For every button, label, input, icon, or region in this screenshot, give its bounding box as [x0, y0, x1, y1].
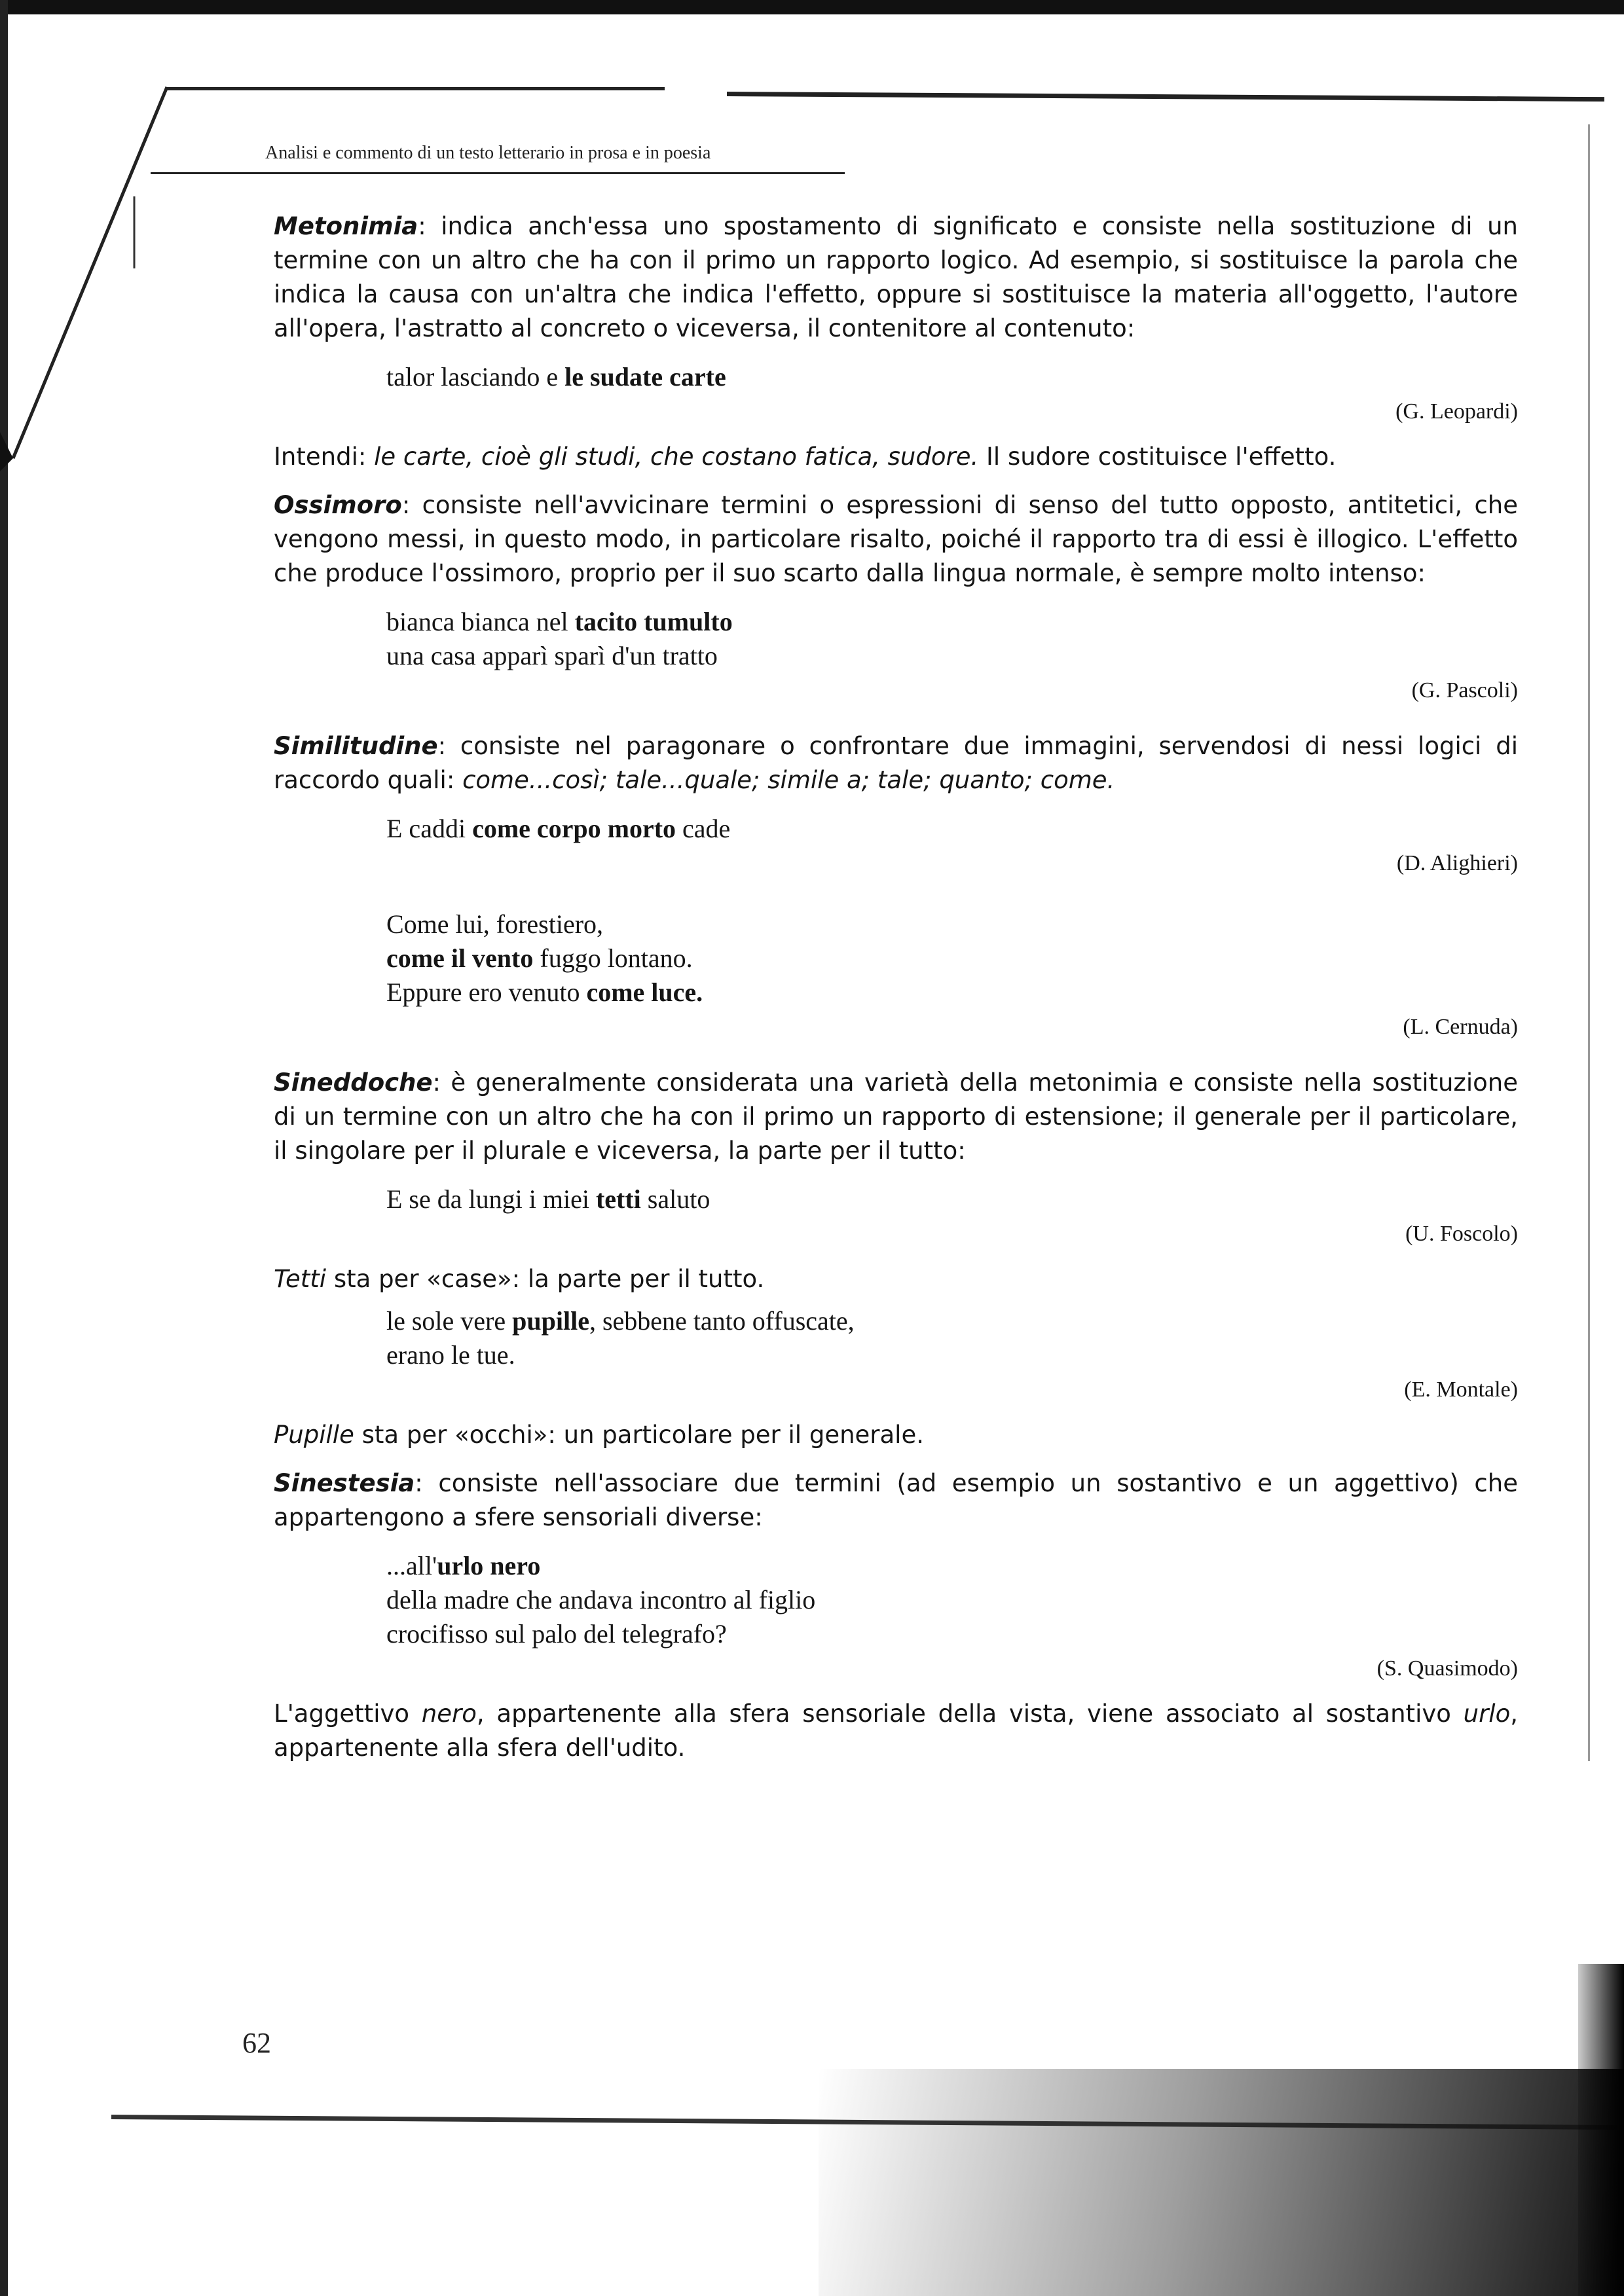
quote-text: talor lasciando e [386, 362, 565, 392]
scan-shadow-bottom [819, 2069, 1624, 2296]
scan-edge-right [1588, 124, 1590, 1761]
comment-text: , appartenente alla sfera sensoriale della vista, viene associato al sostantivo [476, 1700, 1464, 1728]
comment-italic: nero [421, 1700, 477, 1728]
sinestesia-text: : consiste nell'associare due termini (ad esempio un sostantivo e un aggettivo) che appartengono a sfere sensoriali diverse: [274, 1469, 1518, 1531]
page-body [274, 210, 1518, 1779]
sinestesia-quote [386, 1549, 1518, 1651]
page-rule-top-right [727, 92, 1604, 101]
sineddoche-quote-1 [386, 1182, 1518, 1216]
author-leopardi: (G. Leopardi) [1395, 399, 1518, 424]
quote-text: bianca bianca nel [386, 607, 575, 636]
similitudine-quote-1 [386, 812, 1518, 846]
sineddoche-quote-2 [386, 1304, 1518, 1372]
page-rule-top-left [167, 87, 665, 90]
sineddoche-note-2 [274, 1418, 1518, 1452]
quote-text: fuggo lontano. [533, 943, 693, 973]
connectives: come...così; tale...quale; simile a; tale; quanto; come. [462, 766, 1115, 794]
scan-border-top [0, 0, 1624, 14]
quote-text: Eppure ero venuto [386, 977, 587, 1007]
term-sinestesia: Sinestesia [274, 1469, 415, 1497]
quote-line: una casa apparì sparì d'un tratto [386, 641, 718, 670]
quote-line: crocifisso sul palo del telegrafo? [386, 1619, 727, 1649]
quote-text: , sebbene tanto offuscate, [589, 1306, 855, 1336]
note-text: sta per «case»: la parte per il tutto. [326, 1265, 765, 1293]
term-ossimoro: Ossimoro [274, 491, 402, 519]
author-cernuda: (L. Cernuda) [1403, 1015, 1518, 1039]
quote-text: E se da lungi i miei [386, 1184, 596, 1214]
quote-highlight: pupille [512, 1306, 589, 1336]
similitudine-definition [274, 729, 1518, 797]
quote-highlight: come luce. [586, 977, 703, 1007]
quote-text: le sole vere [386, 1306, 513, 1336]
quote-line: erano le tue. [386, 1340, 515, 1370]
metonimia-quote [386, 360, 1518, 394]
quote-text: saluto [640, 1184, 710, 1214]
author-pascoli: (G. Pascoli) [1411, 678, 1518, 702]
author-foscolo: (U. Foscolo) [1405, 1222, 1518, 1246]
quote-text: ...all' [386, 1551, 437, 1580]
comment-text: , appartenente alla sfera dell'udito. [274, 1700, 1518, 1762]
note-text: sta per «occhi»: un particolare per il generale. [354, 1421, 924, 1449]
comment-italic: urlo [1463, 1700, 1511, 1728]
header-rule [151, 172, 845, 174]
ossimoro-quote [386, 605, 1518, 673]
metonimia-text: : indica anch'essa uno spostamento di significato e consiste nella sostituzione di un termine con un altro che ha con il primo un rapporto logico. Ad esempio, si sostituisce la parola che indica la causa con un'altra che indica l'effetto, oppure si sostituisce la materia all'oggetto, l'autore all'opera, l'astratto al concreto o viceversa, il contenitore al contenuto: [274, 212, 1518, 342]
page-curl-line [0, 0, 183, 471]
quote-line: Come lui, forestiero, [386, 909, 604, 939]
author-alighieri: (D. Alighieri) [1396, 851, 1518, 875]
quote-highlight: urlo nero [437, 1551, 541, 1580]
quote-highlight: come corpo morto [472, 814, 676, 843]
note-prefix: Intendi: [274, 443, 375, 471]
author-quasimodo: (S. Quasimodo) [1376, 1656, 1518, 1681]
similitudine-quote-2 [386, 907, 1518, 1010]
scan-shadow-right [1578, 1964, 1624, 2296]
quote-text: cade [676, 814, 731, 843]
metonimia-note [274, 440, 1518, 474]
sinestesia-comment [274, 1697, 1518, 1765]
page-number: 62 [242, 2027, 271, 2059]
note-italic: le carte, cioè gli studi, che costano fatica, sudore. [374, 443, 979, 471]
similitudine-text: : consiste nel paragonare o confrontare due immagini, servendosi di nessi logici di raccordo quali: [274, 732, 1518, 794]
ossimoro-text: : consiste nell'avvicinare termini o espressioni di senso del tutto opposto, antitetici, che vengono messi, in questo modo, in particolare risalto, poiché il rapporto tra di essi è illogico. L'effetto che produce l'ossimoro, proprio per il suo scarto dalla lingua normale, è sempre molto intenso: [274, 491, 1518, 587]
quote-highlight: tacito tumulto [574, 607, 733, 636]
quote-text: E caddi [386, 814, 473, 843]
term-similitudine: Similitudine [274, 732, 438, 760]
sineddoche-text: : è generalmente considerata una varietà della metonimia e consiste nella sostituzione di un termine con un altro che ha con il primo un rapporto di estensione; il generale per il particolare, il singolare per il plurale e viceversa, la parte per il tutto: [274, 1068, 1518, 1165]
quote-highlight: tetti [595, 1184, 641, 1214]
note-italic: Tetti [274, 1265, 327, 1293]
term-metonimia: Metonimia [274, 212, 418, 240]
quote-line: della madre che andava incontro al figlio [386, 1585, 816, 1614]
note-suffix: Il sudore costituisce l'effetto. [978, 443, 1337, 471]
metonimia-definition [274, 210, 1518, 346]
comment-text: L'aggettivo [274, 1700, 422, 1728]
running-header: Analisi e commento di un testo letterario in prosa e in poesia [265, 143, 711, 163]
author-montale: (E. Montale) [1404, 1377, 1518, 1402]
sineddoche-definition [274, 1066, 1518, 1168]
note-italic: Pupille [274, 1421, 354, 1449]
term-sineddoche: Sineddoche [274, 1068, 433, 1097]
ossimoro-definition [274, 488, 1518, 591]
sinestesia-definition [274, 1467, 1518, 1535]
sineddoche-note-1 [274, 1262, 1518, 1296]
quote-highlight: le sudate carte [564, 362, 726, 392]
quote-highlight: come il vento [386, 943, 534, 973]
